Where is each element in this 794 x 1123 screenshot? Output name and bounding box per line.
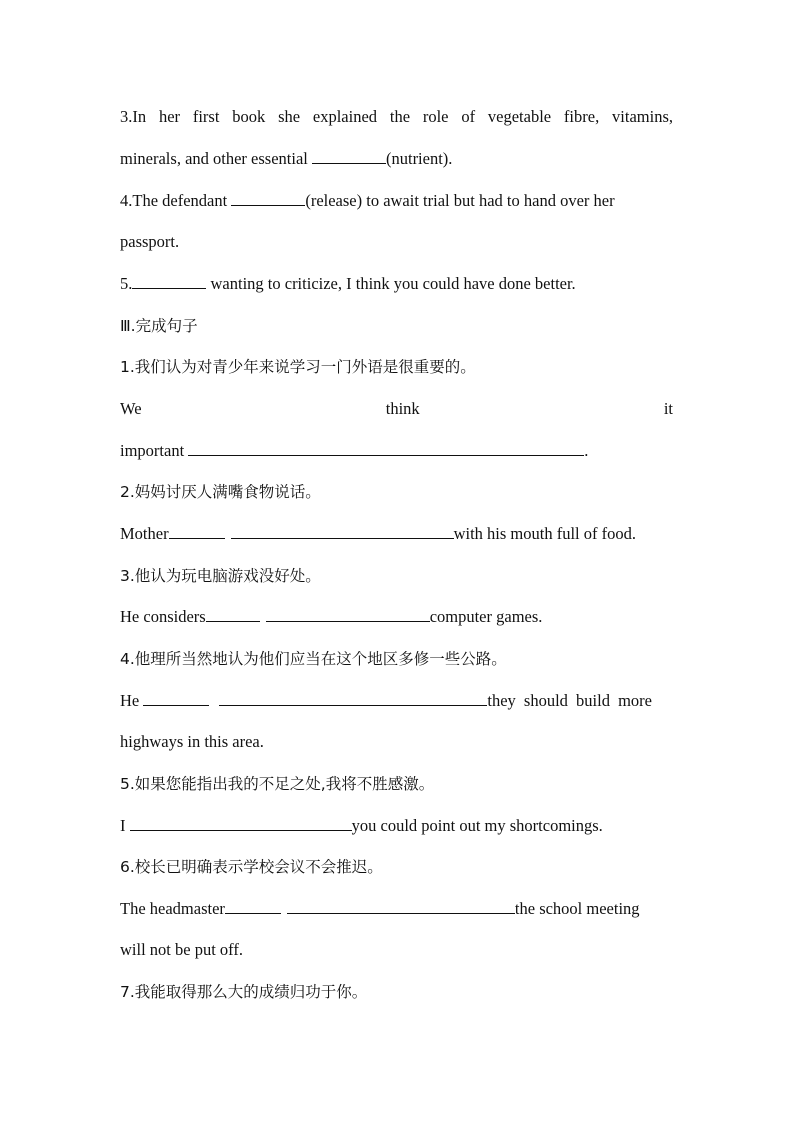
q3-blank[interactable]	[312, 148, 386, 164]
item3-post: computer games.	[429, 607, 543, 626]
q3-line2	[120, 148, 673, 170]
item3-pre: He considers	[120, 607, 206, 626]
item4-chinese: 4.他理所当然地认为他们应当在这个地区多修一些公路。	[120, 650, 507, 668]
item6-cont: will not be put off.	[120, 940, 243, 959]
item4-cont: highways in this area.	[120, 732, 264, 751]
q4-line2	[120, 231, 673, 253]
item6-line2	[120, 939, 673, 961]
item2-blank-2[interactable]	[231, 523, 454, 539]
item5-blank[interactable]	[130, 815, 352, 831]
q4-blank[interactable]	[231, 190, 305, 206]
item6-pre: The headmaster	[120, 899, 225, 918]
item6-line1	[120, 898, 673, 920]
q3-pre: minerals, and other essential	[120, 149, 312, 168]
item3-blank-1[interactable]	[206, 606, 260, 622]
item5-line	[120, 815, 673, 837]
item4-line1	[120, 690, 673, 712]
q5-post: wanting to criticize, I think you could have done better.	[206, 274, 576, 293]
item3-blank-2[interactable]	[266, 606, 430, 622]
item2-pre: Mother	[120, 524, 169, 543]
q5-line	[120, 273, 673, 295]
q4-line1	[120, 190, 673, 212]
item6-blank-2[interactable]	[287, 898, 515, 914]
q5-pre: 5.	[120, 274, 133, 293]
item1-post: .	[584, 441, 589, 460]
section-heading: Ⅲ.完成句子	[120, 317, 198, 335]
item6-chinese: 6.校长已明确表示学校会议不会推迟。	[120, 858, 383, 876]
item1-chinese: 1.我们认为对青少年来说学习一门外语是很重要的。	[120, 358, 476, 376]
item4-blank-1[interactable]	[143, 690, 209, 706]
q3-text: 3.In her first book she explained the role of vegetable fibre, vitamins,	[120, 107, 673, 126]
q4-post: (release) to await trial but had to hand over her	[305, 191, 615, 210]
item1-line1	[120, 398, 673, 420]
item2-line	[120, 523, 673, 545]
item3-chinese: 3.他认为玩电脑游戏没好处。	[120, 567, 321, 585]
item7-chinese: 7.我能取得那么大的成绩归功于你。	[120, 983, 368, 1001]
item1-pre: important	[120, 441, 189, 460]
item1-blank[interactable]	[188, 440, 584, 456]
item4-line2	[120, 731, 673, 753]
item1-word2: think	[385, 399, 420, 418]
item6-blank-1[interactable]	[225, 898, 281, 914]
item6-post: the school meeting	[514, 899, 640, 918]
item3-line	[120, 606, 673, 628]
item2-chinese: 2.妈妈讨厌人满嘴食物说话。	[120, 483, 321, 501]
item5-chinese: 5.如果您能指出我的不足之处,我将不胜感激。	[120, 775, 435, 793]
item2-blank-1[interactable]	[169, 523, 225, 539]
item5-post: you could point out my shortcomings.	[351, 816, 603, 835]
item1-line2	[120, 440, 673, 462]
q4-cont: passport.	[120, 232, 180, 251]
item4-blank-2[interactable]	[219, 690, 487, 706]
q4-pre: 4.The defendant	[120, 191, 232, 210]
item4-post: they should build more	[487, 691, 652, 710]
q3-line1	[120, 106, 673, 128]
item4-pre: He	[120, 691, 144, 710]
item5-pre: I	[120, 816, 130, 835]
item1-word3: it	[663, 399, 673, 418]
item1-word1: We	[120, 399, 142, 418]
q3-hint: (nutrient).	[385, 149, 453, 168]
q5-blank[interactable]	[132, 273, 206, 289]
item2-post: with his mouth full of food.	[453, 524, 636, 543]
